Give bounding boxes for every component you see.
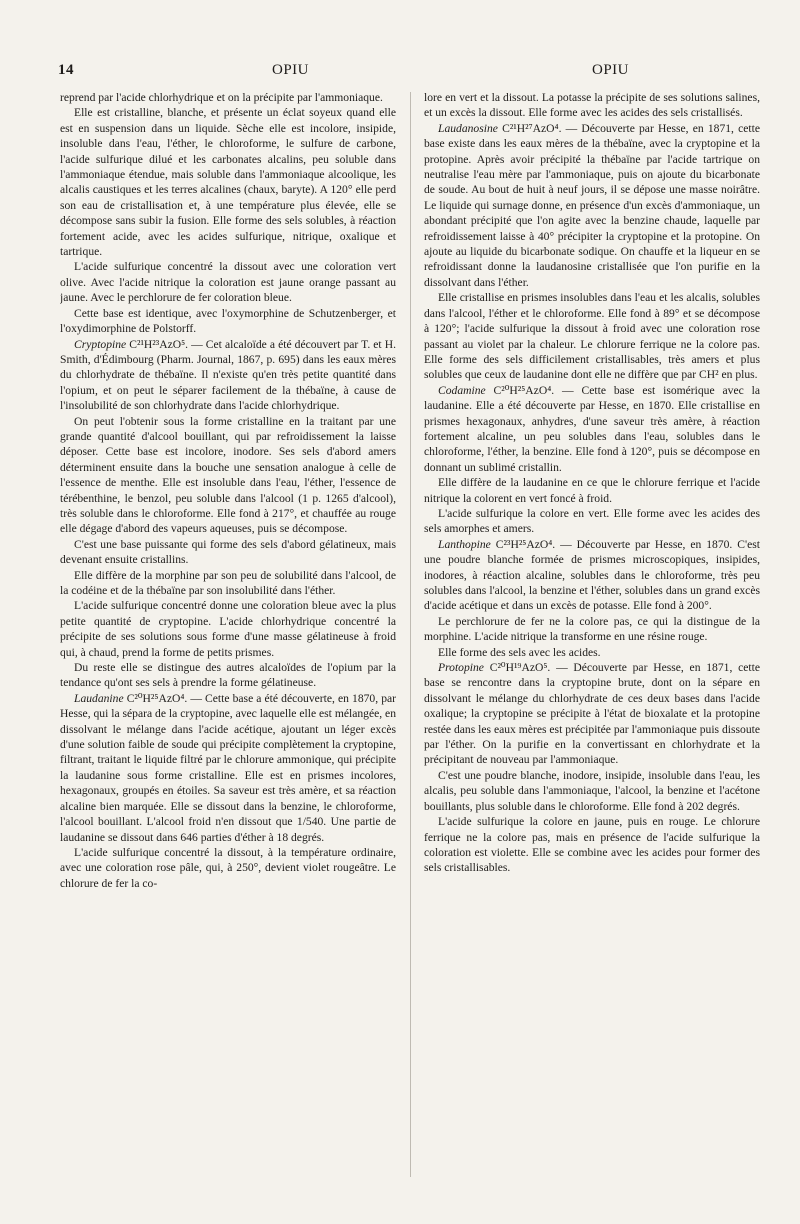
paragraph: [60, 259, 396, 305]
paragraph: [60, 568, 396, 599]
paragraph: [424, 768, 760, 814]
paragraph-text: Elle diffère de la morphine par son peu de solubilité dans l'alcool, de la codéine et de la thébaïne par son insolubilité dans l'éther.: [60, 568, 396, 597]
paragraph-text: Elle forme des sels avec les acides.: [438, 645, 601, 659]
paragraph-text: C²⁰H²⁵AzO⁴. — Cette base a été découverte, en 1870, par Hesse, qui la sépara de la cryptopine, avec laquelle elle est mélangée, en dissolvant le mélange dans l'acide acétique, ajoutant un léger excès d'une solution faible de soude qui précipite complètement la cryptopine, filtrant, traitant le liquide filtré par le chlorure ammonique, qui précipite la laudanine sous forme cristalline. Elle est en prismes incolores, hexagonaux, groupés en étoiles. Sa saveur est très amère, et sa réaction alcaline bien marquée. Elle se dissout dans la benzine, le chloroforme, l'alcool bouillant. L'alcool froid n'en dissout que 1/540. Une partie de laudanine se dissout dans 646 parties d'éther à 18 degrés.: [60, 691, 396, 844]
running-title-left: OPIU: [272, 62, 310, 78]
paragraph-text: C'est une poudre blanche, inodore, insipide, insoluble dans l'eau, les alcalis, peu soluble dans l'ammoniaque, l'alcool, la benzine et l'acétone bouillants, plus soluble dans le chloroforme. Elle fond à 202 degrés.: [424, 768, 760, 813]
alkaloid-name: Laudanosine: [438, 121, 498, 135]
paragraph-text: L'acide sulfurique la colore en jaune, puis en rouge. Le chlorure ferrique ne la colore pas, mais en présence de l'acide sulfurique la coloration est violette. Elle se combine avec les acides pour former des sels cristallisables.: [424, 815, 760, 875]
paragraph-text: Cette base est identique, avec l'oxymorphine de Schutzenberger, et l'oxydimorphine de Polstorff.: [60, 306, 396, 336]
paragraph-text: Du reste elle se distingue des autres alcaloïdes de l'opium par la tendance qu'ont ses sels à prendre la forme gélatineuse.: [60, 661, 396, 690]
paragraph-text: L'acide sulfurique concentré la dissout, à la température ordinaire, avec une coloration rose pâle, qui, à 250°, devient violet rougeâtre. Le chlorure de fer la co-: [60, 845, 396, 890]
paragraph: [60, 845, 396, 891]
paragraph-text: lore en vert et la dissout. La potasse la précipite de ses solutions salines, et un excès la dissout. Elle forme avec les acides des sels cristallisés.: [424, 91, 760, 120]
paragraph-text: reprend par l'acide chlorhydrique et on la précipite par l'ammoniaque.: [60, 91, 383, 104]
paragraph: [60, 691, 396, 845]
paragraph-text: L'acide sulfurique concentré la dissout avec une coloration vert olive. Avec l'acide nitrique la coloration est jaune orange passant au jaune. Avec le perchlorure de fer coloration bleue.: [60, 260, 396, 305]
paragraph-text: L'acide sulfurique la colore en vert. Elle forme avec les acides des sels amorphes et amers.: [424, 506, 760, 536]
paragraph: [424, 537, 760, 614]
paragraph: [424, 290, 760, 382]
paragraph-text: On peut l'obtenir sous la forme cristalline en la traitant par une grande quantité d'alcool bouillant, qui par refroidissement la laisse déposer. Cette base est incolore, inodore. Ses sels d'abord amers déterminent ensuite dans la bouche une sensation analogue à celle de l'essence de menthe. Elle est insoluble dans l'eau, l'éther, l'essence de térébenthine, le benzol, peu soluble dans l'alcool (1 p. 1265 d'alcool), très soluble dans le chloroforme. Elle fond à 217°, et chauffée au rouge elle dégage d'abord des vapeurs aqueuses, puis se décompose.: [60, 414, 396, 536]
column-divider: [410, 92, 411, 1177]
paragraph-text: C²⁰H²⁵AzO⁴. — Cette base est isomérique avec la laudanine. Elle a été découverte par Hesse, en 1870. Elle cristallise en prismes hexagonaux, anhydres, d'une saveur très amère, à réaction fortement alcaline, un peu solubles dans l'eau, solubles dans le chloroforme, l'éther, la benzine. Elle fond à 120°, puis se décompose en donnant un sublimé cristallin.: [424, 383, 760, 474]
paragraph-text: C²³H²⁵AzO⁴. — Découverte par Hesse, en 1870. C'est une poudre blanche formée de prismes microscopiques, insipides, inodores, à réaction alcaline, solubles dans le chloroforme, très peu solubles dans l'alcool, la benzine et l'éther, solubles dans un grand excès d'acide acétique et dans un excès de potasse. Elle fond à 200°.: [424, 537, 760, 613]
page-number: 14: [58, 62, 74, 78]
right-column: [424, 90, 760, 1190]
alkaloid-name: Cryptopine: [74, 337, 127, 351]
paragraph-text: Elle cristallise en prismes insolubles dans l'eau et les alcalis, solubles dans l'alcool, l'éther et le chloroforme. Elle fond à 89° et se décompose à 120°; l'acide sulfurique la dissout à froid avec une coloration rose passant au violet par la chaleur. Le chlorure ferrique ne la colore pas. Elle forme des sels difficilement cristallisables, très amers et plus solubles que ceux de laudanine dont elle ne diffère que par CH² en plus.: [424, 291, 760, 382]
paragraph-text: C²¹H²⁷AzO⁴. — Découverte par Hesse, en 1871, cette base existe dans les eaux mères de la thébaïne, avec la cryptopine et la protopine. Après avoir précipité la thébaïne par l'acide tartrique on neutralise l'eau mère par l'ammoniaque, puis on ajoute du bicarbonate de soude. Au bout de huit à neuf jours, il se dépose une masse noirâtre. Le liquide qui surnage donne, en présence d'un excès d'ammoniaque, un abondant précipité que l'on agite avec la benzine chaude, laquelle par refroidissement laisse à 40° précipiter la cryptopine et la protopine. On ajoute au liquide du bicarbonate sodique. On chauffe et la liqueur en se refroidissant donne la laudanosine cristallisée que l'on purifie en la dissolvant dans l'éther.: [424, 121, 760, 289]
paragraph: [424, 121, 760, 290]
paragraph-text: C²¹H²³AzO⁵. — Cet alcaloïde a été découvert par T. et H. Smith, d'Édimbourg (Pharm. Journal, 1867, p. 695) dans les eaux mères du chlorhydrate de thébaïne. Il n'existe qu'en très petite quantité dans l'opium, et on peut le séparer facilement de la thébaïne, à cause de l'insolubilité de son chlorhydrate dans l'acide chlorhydrique.: [60, 337, 396, 413]
paragraph-text: C²⁰H¹⁹AzO⁵. — Découverte par Hesse, en 1871, cette base se rencontre dans la cryptopine brute, dont on la sépare en dissolvant le mélange du chlorhydrate de ces deux bases dans l'acide oxalique; la cryptopine se précipite à l'état de bioxalate et la protopine restée dans les eaux mères est précipitée par l'ammoniaque puis dissoute par l'éther. On la purifie en la convertissant en chlorhydrate et la précipitant de nouveau par l'ammoniaque.: [424, 661, 760, 767]
paragraph-text: Le perchlorure de fer ne la colore pas, ce qui la distingue de la morphine. L'acide nitrique la transforme en une résine rouge.: [424, 614, 760, 644]
paragraph: [60, 337, 396, 414]
paragraph: [424, 645, 760, 660]
paragraph-text: L'acide sulfurique concentré donne une coloration bleue avec la plus petite quantité de cryptopine. L'acide chlorhydrique concentré la précipite de ses solutions sous forme d'une masse gélatineuse à froid qui, à chaud, prend la forme de petits prismes.: [60, 599, 396, 659]
paragraph: [424, 814, 760, 876]
paragraph: [424, 660, 760, 768]
paragraph: [424, 614, 760, 645]
paragraph: [60, 598, 396, 660]
running-title-right: OPIU: [592, 62, 630, 78]
paragraph: [60, 105, 396, 259]
paragraph-text: Elle diffère de la laudanine en ce que le chlorure ferrique et l'acide nitrique la colorent en vert foncé à froid.: [424, 476, 760, 505]
left-column: [60, 90, 396, 1190]
alkaloid-name: Laudanine: [74, 691, 124, 705]
paragraph: [60, 537, 396, 568]
continued-paragraph: [424, 90, 760, 121]
paragraph: [424, 475, 760, 506]
paragraph: [60, 660, 396, 691]
running-header: [58, 62, 742, 86]
paragraph-text: C'est une base puissante qui forme des sels d'abord gélatineux, mais devenant ensuite cristallins.: [60, 537, 396, 567]
continued-paragraph: [60, 90, 396, 105]
alkaloid-name: Protopine: [438, 661, 484, 675]
alkaloid-name: Codamine: [438, 383, 486, 397]
paragraph: [424, 506, 760, 537]
paragraph: [424, 383, 760, 475]
alkaloid-name: Lanthopine: [438, 537, 491, 551]
paragraph: [60, 306, 396, 337]
paragraph: [60, 414, 396, 537]
paragraph-text: Elle est cristalline, blanche, et présente un éclat soyeux quand elle est en suspension dans un liquide. Sèche elle est incolore, insipide, insoluble dans l'eau, l'éther, le chloroforme, le sulfure de carbone, l'acide sulfurique dilué et les carbonates alcalins, peu soluble dans l'ammoniaque étendue, mais soluble dans l'ammoniaque alcoolique, les alcalis caustiques et les terres alcalines (chaux, baryte). A 120° elle perd son eau de cristallisation et, à une température plus élevée, elle se décompose sans subir la fusion. Elle forme des sels solubles, à réaction fortement acide, avec les acides sulfurique, nitrique, oxalique et tartrique.: [60, 106, 396, 259]
